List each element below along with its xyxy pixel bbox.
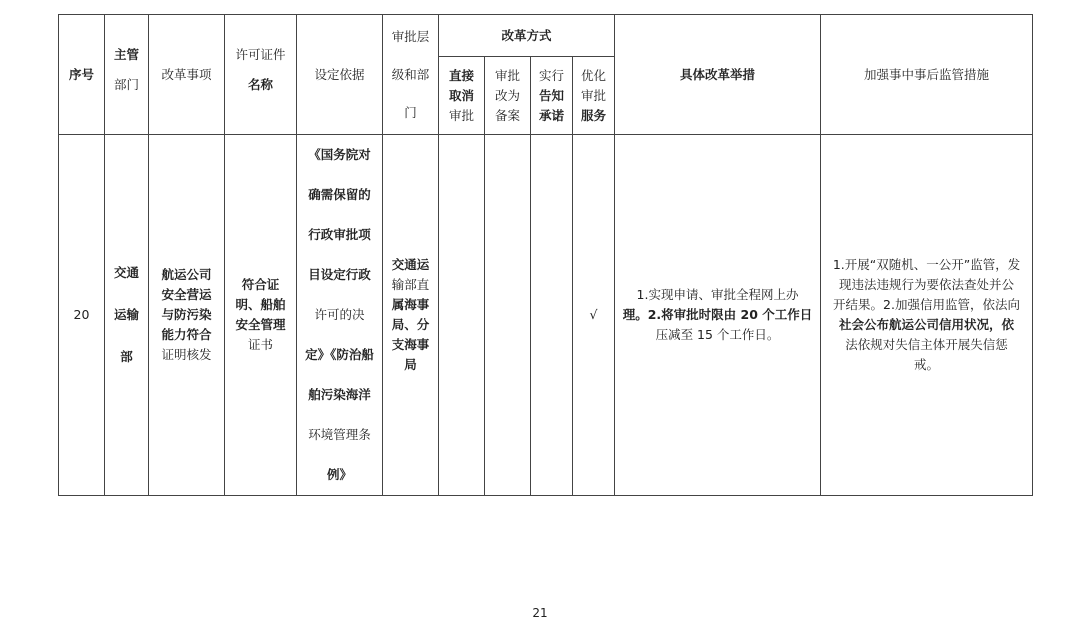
cell-measures-1: 1.实现申请、审批全程网上办 — [636, 287, 799, 302]
cell-dept-1: 交通 — [113, 265, 139, 280]
cell-supervision-6: 戒。 — [914, 357, 940, 372]
header-level-line3: 门 — [404, 104, 417, 120]
header-license-line2: 名称 — [247, 76, 273, 92]
cell-level-6: 局 — [404, 357, 417, 372]
header-notify-commit-1: 实行 — [538, 67, 564, 83]
header-license-line1: 许可证件 — [235, 46, 286, 62]
cell-notify-commit — [531, 135, 573, 496]
cell-basis-9: 例》 — [326, 467, 352, 482]
cell-license-3: 安全管理 — [235, 317, 286, 332]
cell-license-2: 明、船舶 — [235, 297, 286, 312]
cell-level-3: 属海事 — [391, 297, 430, 312]
cell-item-4: 能力符合 — [161, 327, 212, 342]
cell-item — [149, 135, 225, 496]
cell-supervision-4: 社会公布航运公司信用状况，依 — [839, 317, 1015, 332]
cell-license — [225, 135, 297, 496]
header-direct-cancel — [439, 57, 485, 135]
cell-item-1: 航运公司 — [161, 267, 212, 282]
cell-basis-8: 环境管理条 — [308, 427, 371, 442]
header-direct-cancel-1: 直接 — [448, 67, 474, 83]
header-to-record — [485, 57, 531, 135]
cell-basis-4: 目设定行政 — [308, 267, 371, 282]
header-notify-commit-3: 承诺 — [538, 107, 564, 123]
cell-basis-7: 舶污染海洋 — [308, 387, 371, 402]
header-direct-cancel-3: 审批 — [448, 107, 474, 123]
cell-supervision — [821, 135, 1033, 496]
header-level-line1: 审批层 — [391, 28, 430, 44]
cell-supervision-2: 现违法违规行为要依法查处并公 — [839, 277, 1015, 292]
cell-item-5: 证明核发 — [161, 347, 212, 362]
cell-supervision-3: 开结果。2.加强信用监管，依法向 — [833, 297, 1020, 312]
cell-measures-2: 理。2.将审批时限由 20 个工作日 — [622, 307, 813, 322]
header-optimize-service — [573, 57, 615, 135]
cell-basis-3: 行政审批项 — [308, 227, 371, 242]
cell-measures — [615, 135, 821, 496]
header-measures: 具体改革举措 — [615, 15, 821, 135]
header-dept — [105, 15, 149, 135]
header-item: 改革事项 — [149, 15, 225, 135]
header-license — [225, 15, 297, 135]
cell-basis-1: 《国务院对 — [308, 147, 371, 162]
cell-basis — [297, 135, 383, 496]
cell-to-record — [485, 135, 531, 496]
page-number: 21 — [532, 606, 548, 620]
header-optimize-service-3: 服务 — [581, 107, 607, 123]
cell-optimize-check: √ — [573, 135, 615, 496]
cell-dept-3: 部 — [120, 349, 133, 364]
header-to-record-3: 备案 — [494, 107, 520, 123]
cell-level-5: 支海事 — [391, 337, 430, 352]
cell-item-3: 与防污染 — [161, 307, 212, 322]
cell-direct-cancel — [439, 135, 485, 496]
cell-dept — [105, 135, 149, 496]
header-notify-commit-2: 告知 — [538, 87, 564, 103]
cell-license-4: 证书 — [247, 337, 273, 352]
header-reform-method: 改革方式 — [439, 15, 615, 57]
cell-item-2: 安全营运 — [161, 287, 212, 302]
header-optimize-service-2: 审批 — [581, 87, 607, 103]
cell-supervision-5: 法依规对失信主体开展失信惩 — [845, 337, 1008, 352]
header-to-record-2: 改为 — [494, 87, 520, 103]
header-level — [383, 15, 439, 135]
cell-basis-5: 许可的决 — [314, 307, 365, 322]
cell-level-1: 交通运 — [391, 257, 430, 272]
header-seq: 序号 — [59, 15, 105, 135]
cell-seq: 20 — [59, 135, 105, 496]
cell-level-4: 局、分 — [391, 317, 430, 332]
header-to-record-1: 审批 — [494, 67, 520, 83]
header-basis: 设定依据 — [297, 15, 383, 135]
cell-dept-2: 运输 — [113, 307, 139, 322]
header-dept-line1: 主管 — [113, 46, 139, 62]
header-optimize-service-1: 优化 — [581, 67, 607, 83]
reform-table — [58, 14, 1033, 496]
cell-license-1: 符合证 — [241, 277, 280, 292]
cell-measures-3: 压减至 15 个工作日。 — [655, 327, 780, 342]
cell-level-2: 输部直 — [391, 277, 430, 292]
cell-supervision-1: 1.开展“双随机、一公开”监管，发 — [832, 257, 1021, 272]
cell-level — [383, 135, 439, 496]
cell-basis-2: 确需保留的 — [308, 187, 371, 202]
header-dept-line2: 部门 — [113, 76, 139, 92]
header-level-line2: 级和部 — [391, 66, 430, 82]
header-supervision: 加强事中事后监管措施 — [821, 15, 1033, 135]
cell-basis-6: 定》《防治船 — [305, 347, 374, 362]
header-notify-commit — [531, 57, 573, 135]
header-direct-cancel-2: 取消 — [448, 87, 474, 103]
